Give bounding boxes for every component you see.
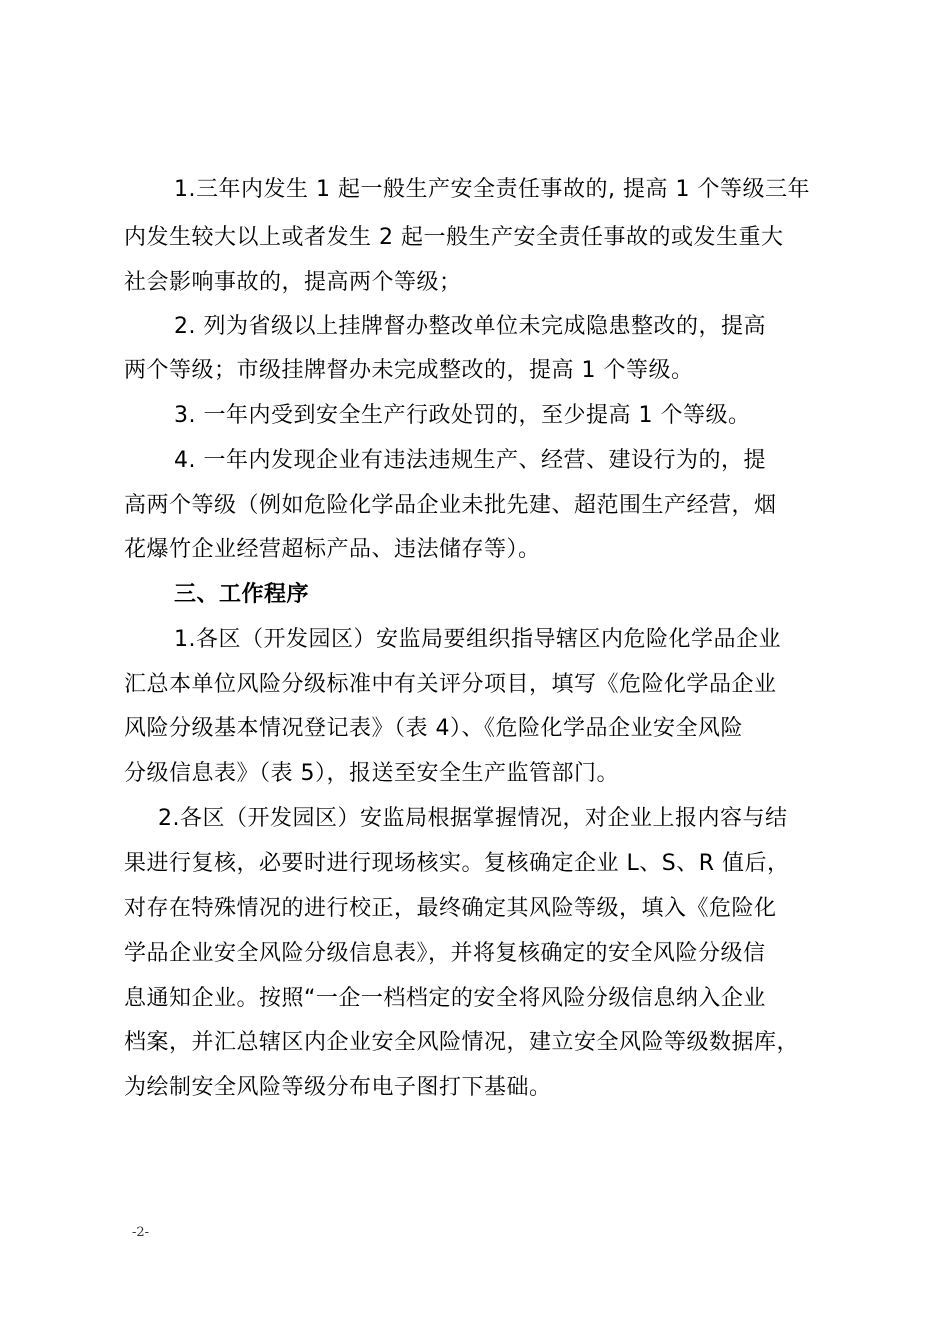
paragraph-4-line-3: 花爆竹企业经营超标产品、违法储存等）。 <box>124 537 541 562</box>
paragraph-6-line-5: 息通知企业。按照“一企一档档定的安全将风险分级信息纳入企业 <box>124 986 766 1011</box>
page-number: -2- <box>132 1225 150 1240</box>
paragraph-1-line-1: 1.三年内发生 1 起一般生产安全责任事故的, 提高 1 个等级三年 <box>174 177 810 202</box>
paragraph-5-line-3: 风险分级基本情况登记表》（表 4）、《危险化学品企业安全风险 <box>124 716 743 741</box>
paragraph-5-line-2: 汇总本单位风险分级标准中有关评分项目，填写《危险化学品企业 <box>124 672 777 697</box>
section-heading: 三、工作程序 <box>174 582 310 607</box>
paragraph-5-line-4: 分级信息表》（表 5），报送至安全生产监管部门。 <box>124 761 619 786</box>
paragraph-6-line-1: 2.各区（开发园区）安监局根据掌握情况，对企业上报内容与结 <box>158 806 788 831</box>
paragraph-6-line-2: 果进行复核，必要时进行现场核实。复核确定企业 L、S、R 值后， <box>124 851 790 876</box>
paragraph-6-line-6: 档案，并汇总辖区内企业安全风险情况，建立安全风险等级数据库， <box>124 1030 800 1055</box>
paragraph-2-line-2: 两个等级；市级挂牌督办未完成整改的，提高 1 个等级。 <box>124 358 694 383</box>
paragraph-6-line-4: 学品企业安全风险分级信息表》，并将复核确定的安全风险分级信 <box>124 941 766 966</box>
paragraph-2-line-1: 2. 列为省级以上挂牌督办整改单位未完成隐患整改的，提高 <box>174 314 766 339</box>
paragraph-6-line-3: 对存在特殊情况的进行校正，最终确定其风险等级，填入《危险化 <box>124 896 777 921</box>
paragraph-6-line-7: 为绘制安全风险等级分布电子图打下基础。 <box>124 1075 552 1100</box>
paragraph-1-line-3: 社会影响事故的，提高两个等级； <box>124 270 462 295</box>
paragraph-5-line-1: 1.各区（开发园区）安监局要组织指导辖区内危险化学品企业 <box>174 627 781 652</box>
paragraph-1-line-2: 内发生较大以上或者发生 2 起一般生产安全责任事故的或发生重大 <box>124 225 784 250</box>
paragraph-3-line-1: 3. 一年内受到安全生产行政处罚的，至少提高 1 个等级。 <box>174 403 751 428</box>
paragraph-4-line-2: 高两个等级（例如危险化学品企业未批先建、超范围生产经营，烟 <box>124 493 777 518</box>
paragraph-4-line-1: 4. 一年内发现企业有违法违规生产、经营、建设行为的，提 <box>174 448 766 473</box>
